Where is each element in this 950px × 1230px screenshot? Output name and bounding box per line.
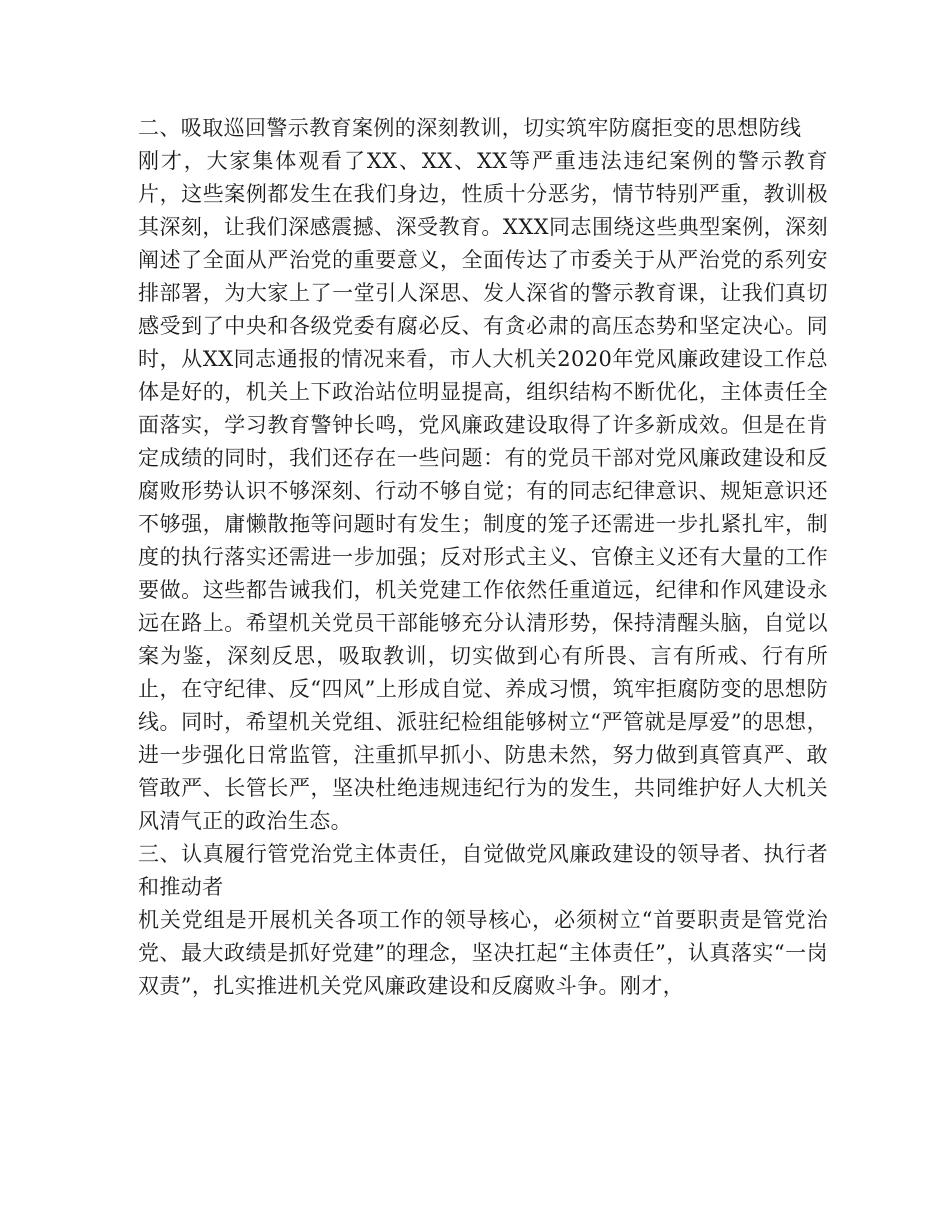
section-paragraph-2: 刚才，大家集体观看了XX、XX、XX等严重违法违纪案例的警示教育片，这些案例都发生在我们身边，性质十分恶劣，情节特别严重，教训极其深刻，让我们深感震撼、深受教育。XXX同志围绕这些典型案例，深刻阐述了全面从严治党的重要意义，全面传达了市委关于从严治党的系列安排部署，为大家上了一堂引人深思、发人深省的警示教育课，让我们真切感受到了中央和各级党委有腐必反、有贪必肃的高压态势和坚定决心。同时，从XX同志通报的情况来看，市人大机关2020年党风廉政建设工作总体是好的，机关上下政治站位明显提高，组织结构不断优化，主体责任全面落实，学习教育警钟长鸣，党风廉政建设取得了许多新成效。但是在肯定成绩的同时，我们还存在一些问题：有的党员干部对党风廉政建设和反腐败形势认识不够深刻、行动不够自觉；有的同志纪律意识、规矩意识还不够强，庸懒散拖等问题时有发生；制度的笼子还需进一步扎紧扎牢，制度的执行落实还需进一步加强；反对形式主义、官僚主义还有大量的工作要做。这些都告诫我们，机关党建工作依然任重道远，纪律和作风建设永远在路上。希望机关党员干部能够充分认清形势，保持清醒头脑，自觉以案为鉴，深刻反思，吸取教训，切实做到心有所畏、言有所戒、行有所止，在守纪律、反“四风”上形成自觉、养成习惯，筑牢拒腐防变的思想防线。同时，希望机关党组、派驻纪检组能够树立“严管就是厚爱”的思想，进一步强化日常监管，注重抓早抓小、防患未然，努力做到真管真严、敢管敢严、长管长严，坚决杜绝违规违纪行为的发生，共同维护好人大机关风清气正的政治生态。 [138, 149, 828, 833]
document-body [138, 112, 828, 1003]
section-heading-2: 二、吸取巡回警示教育案例的深刻教训，切实筑牢防腐拒变的思想防线 [138, 116, 802, 140]
section-heading-3: 三、认真履行管党治党主体责任，自觉做党风廉政建设的领导者、执行者和推动者 [138, 842, 828, 899]
section-paragraph-3: 机关党组是开展机关各项工作的领导核心，必须树立“首要职责是管党治党、最大政绩是抓好党建”的理念，坚决扛起“主体责任”，认真落实“一岗双责”，扎实推进机关党风廉政建设和反腐败斗争。刚才， [138, 908, 828, 998]
